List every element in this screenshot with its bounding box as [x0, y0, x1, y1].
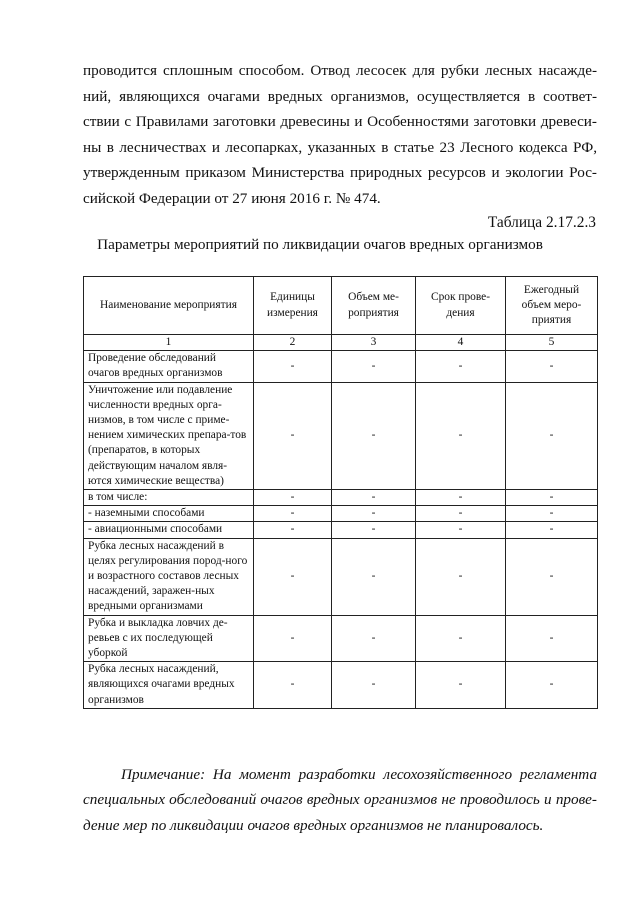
- annual-volume-cell: -: [506, 522, 598, 538]
- measure-name: Уничтожение или подавление численности вредных орга-низмов, в том числе с приме-нением химических препара-тов (препаратов, в которых действующим началом явля-ются химические вещества): [84, 382, 254, 489]
- units-cell: -: [254, 382, 332, 489]
- annual-volume-cell: -: [506, 615, 598, 662]
- term-cell: -: [416, 351, 506, 382]
- term-cell: -: [416, 382, 506, 489]
- term-cell: -: [416, 522, 506, 538]
- table-row: [84, 662, 598, 709]
- header-cell: Ежегодный объем меро-приятия: [506, 277, 598, 335]
- annual-volume-cell: -: [506, 662, 598, 709]
- header-cell: Наименование мероприятия: [84, 277, 254, 335]
- paragraph-line: утвержденным приказом Министерства природных ресурсов и экологии Рос-: [83, 164, 597, 182]
- paragraph-line: проводится сплошным способом. Отвод лесосек для рубки лесных насажде-: [83, 62, 597, 79]
- table-row: [84, 490, 598, 506]
- paragraph-line: сийской Федерации от 27 июня 2016 г. № 474.: [83, 189, 381, 207]
- column-number: 1: [84, 335, 254, 351]
- column-number: 4: [416, 335, 506, 351]
- table-row: [84, 506, 598, 522]
- measure-name: Проведение обследований очагов вредных организмов: [84, 351, 254, 382]
- volume-cell: -: [332, 351, 416, 382]
- annual-volume-cell: -: [506, 490, 598, 506]
- annual-volume-cell: -: [506, 382, 598, 489]
- units-cell: -: [254, 522, 332, 538]
- units-cell: -: [254, 615, 332, 662]
- measure-name: Рубка лесных насаждений, являющихся очагами вредных организмов: [84, 662, 254, 709]
- term-cell: -: [416, 538, 506, 615]
- note-line: Примечание: На момент разработки лесохозяйственного регламента: [121, 766, 597, 783]
- table-number: Таблица 2.17.2.3: [487, 214, 596, 231]
- units-cell: -: [254, 662, 332, 709]
- header-cell: Единицы измерения: [254, 277, 332, 335]
- term-cell: -: [416, 662, 506, 709]
- table-row: [84, 615, 598, 662]
- annual-volume-cell: -: [506, 351, 598, 382]
- volume-cell: -: [332, 506, 416, 522]
- measures-table: [83, 276, 598, 709]
- units-cell: -: [254, 538, 332, 615]
- volume-cell: -: [332, 522, 416, 538]
- measure-name: в том числе:: [84, 490, 254, 506]
- column-number: 3: [332, 335, 416, 351]
- note-line: дение мер по ликвидации очагов вредных организмов не планировалось.: [83, 816, 544, 834]
- table-row: [84, 538, 598, 615]
- units-cell: -: [254, 506, 332, 522]
- volume-cell: -: [332, 538, 416, 615]
- term-cell: -: [416, 615, 506, 662]
- measure-name: - наземными способами: [84, 506, 254, 522]
- volume-cell: -: [332, 662, 416, 709]
- note-line: специальных обследований очагов вредных организмов не проводилось и прове-: [83, 791, 597, 809]
- table-row: [84, 382, 598, 489]
- units-cell: -: [254, 490, 332, 506]
- measure-name: - авиационными способами: [84, 522, 254, 538]
- paragraph-line: ны в лесничествах и лесопарках, указанных в статье 23 Лесного кодекса РФ,: [83, 138, 597, 156]
- paragraph-line: ствии с Правилами заготовки древесины и Особенностями заготовки древеси-: [83, 113, 597, 131]
- note-paragraph: [83, 762, 597, 838]
- term-cell: -: [416, 506, 506, 522]
- header-cell: Срок прове-дения: [416, 277, 506, 335]
- table-row: [84, 522, 598, 538]
- term-cell: -: [416, 490, 506, 506]
- column-number: 5: [506, 335, 598, 351]
- annual-volume-cell: -: [506, 538, 598, 615]
- header-cell: Объем ме-роприятия: [332, 277, 416, 335]
- annual-volume-cell: -: [506, 506, 598, 522]
- volume-cell: -: [332, 382, 416, 489]
- table-title: Параметры мероприятий по ликвидации очагов вредных организмов: [97, 236, 543, 253]
- measure-name: Рубка и выкладка ловчих де-ревьев с их последующей уборкой: [84, 615, 254, 662]
- paragraph-line: ний, являющихся очагами вредных организмов, осуществляется в соответ-: [83, 87, 597, 105]
- table-row: [84, 351, 598, 382]
- column-number: 2: [254, 335, 332, 351]
- volume-cell: -: [332, 615, 416, 662]
- volume-cell: -: [332, 490, 416, 506]
- units-cell: -: [254, 351, 332, 382]
- measure-name: Рубка лесных насаждений в целях регулирования пород-ного и возрастного составов лесных насаждений, заражен-ных вредными организмами: [84, 538, 254, 615]
- body-paragraph: [83, 58, 597, 212]
